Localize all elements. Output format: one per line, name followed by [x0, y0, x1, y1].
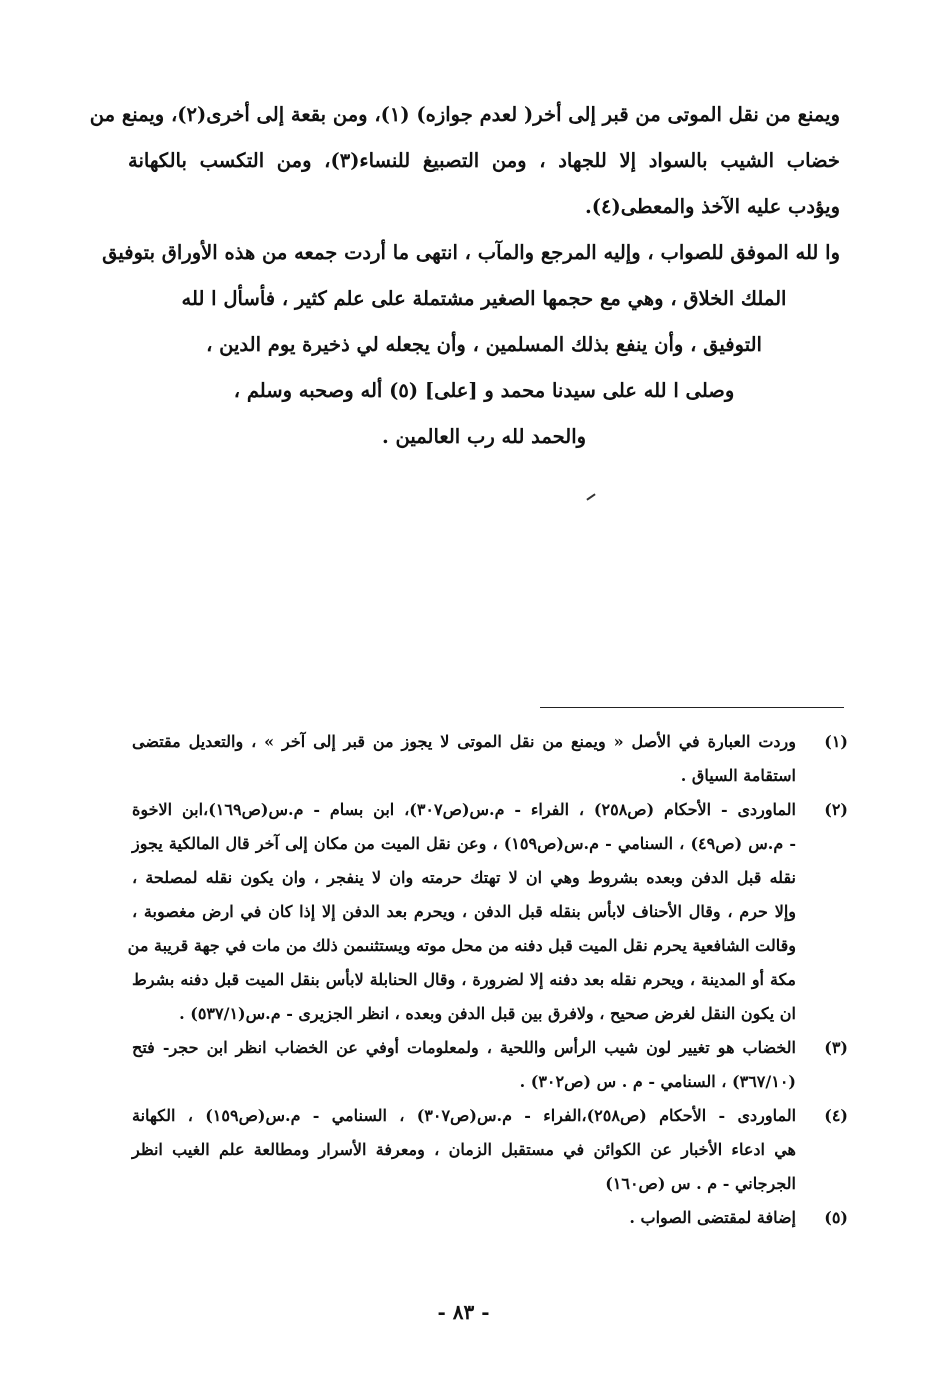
footnote-5 — [132, 1201, 848, 1235]
footnote-line: الخضاب هو تغيير لون شيب الرأس واللحية ، ولمعلومات أوفي عن الخضاب انظر ابن حجر- فتح — [132, 1038, 797, 1057]
main-text-line: والحمد لله رب العالمين . — [381, 425, 587, 448]
footnote-number: (٢) — [824, 800, 848, 819]
footnote-line: وإلا حرم ، وقال الأحناف لابأس بنقله قبل الدفن ، ويحرم بعد الدفن إلا إذا كان في ارض مغصوبة ، — [132, 902, 796, 921]
page-number: - ٨٣ - — [437, 1300, 490, 1324]
main-text-line: وصلى ا لله على سيدنا محمد و [على] (٥) أله وصحبه وسلم ، — [233, 379, 735, 402]
footnote-line: الجرجاني - م . س (ص١٦٠) — [605, 1174, 796, 1193]
footnote-line: مكة أو المدينة ، ويحرم نقله بعد دفنه إلا لضرورة ، وقال الحنابلة لابأس بنقل الميت قبل دفنه بشرط — [132, 970, 796, 989]
footnote-line: هي ادعاء الأخبار عن الكوائن في مستقبل الزمان ، ومعرفة الأسرار ومطالعة علم الغيب انظر — [132, 1140, 796, 1159]
footnote-2 — [127, 793, 848, 1031]
footnote-separator — [540, 707, 844, 708]
main-text — [89, 92, 840, 460]
footnote-number: (١) — [824, 732, 848, 751]
footnote-line: ان يكون النقل لغرض صحيح ، ولافرق بين قبل الدفن وبعده ، انظر الجزيرى - م.س(٥٣٧/١) . — [179, 1004, 796, 1023]
main-text-line: الملك الخلاق ، وهي مع حجمها الصغير مشتملة على علم كثير ، فأسأل ا لله — [181, 287, 787, 310]
footnote-number: (٤) — [824, 1106, 848, 1125]
footnote-line: إضافة لمقتضى الصواب . — [629, 1208, 796, 1227]
footnote-number: (٥) — [824, 1208, 848, 1227]
footnote-line: وردت العبارة في الأصل « ويمنع من نقل الموتى لا يجوز من قبر إلى آخر » ، والتعديل مقتضى — [132, 732, 797, 751]
footnote-line: وقالت الشافعية يحرم نقل الميت قبل دفنه من محل موته ويستثنىمن ذلك من مات في جهة قريبة من — [127, 936, 796, 955]
footnote-line: نقله قبل الدفن وبعده بشروط وهي ان لا تهتك حرمته وان لا ينفجر ، وان يكون نقله لمصلحة ، — [132, 868, 796, 887]
main-text-line: خضاب الشيب بالسواد إلا للجهاد ، ومن التصبيغ للنساء(٣)، ومن التكسب بالكهانة — [128, 149, 840, 172]
main-text-line: وا لله الموفق للصواب ، وإليه المرجع والمآب ، انتهى ما أردت جمعه من هذه الأوراق بتوفيق — [102, 241, 840, 264]
footnote-line: - م.س (ص٤٩) ، السنامي - م.س(ص١٥٩) ، وعن نقل الميت من مكان إلى آخر قال المالكية يجوز — [132, 834, 797, 853]
main-text-line: ويؤدب عليه الآخذ والمعطى(٤). — [584, 195, 840, 218]
main-text-line: التوفيق ، وأن ينفع بذلك المسلمين ، وأن يجعله لي ذخيرة يوم الدين ، — [206, 333, 762, 356]
footnote-line: الماوردى - الأحكام (ص٢٥٨)،الفراء - م.س(ص٣٠٧) ، السنامي - م.س(ص١٥٩) ، الكهانة — [132, 1106, 797, 1125]
footnote-4 — [132, 1099, 848, 1201]
footnote-3 — [132, 1031, 848, 1099]
footnotes — [127, 725, 848, 1235]
footnote-1 — [132, 725, 848, 793]
footnote-line: استقامة السياق . — [680, 766, 796, 785]
main-text-line: ويمنع من نقل الموتى من قبر إلى أخر( لعدم جوازه) (١)، ومن بقعة إلى أخرى(٢)، ويمنع من — [89, 103, 840, 126]
footnote-line: الماوردى - الأحكام (ص٢٥٨) ، الفراء - م.س(ص٣٠٧)، ابن بسام - م.س(ص١٦٩)،ابن الاخوة — [132, 800, 796, 819]
scan-speck — [586, 493, 595, 500]
footnote-line: (٣٦٧/١٠) ، السنامي - م . س (ص٣٠٢) . — [519, 1072, 796, 1091]
footnote-number: (٣) — [824, 1038, 848, 1057]
